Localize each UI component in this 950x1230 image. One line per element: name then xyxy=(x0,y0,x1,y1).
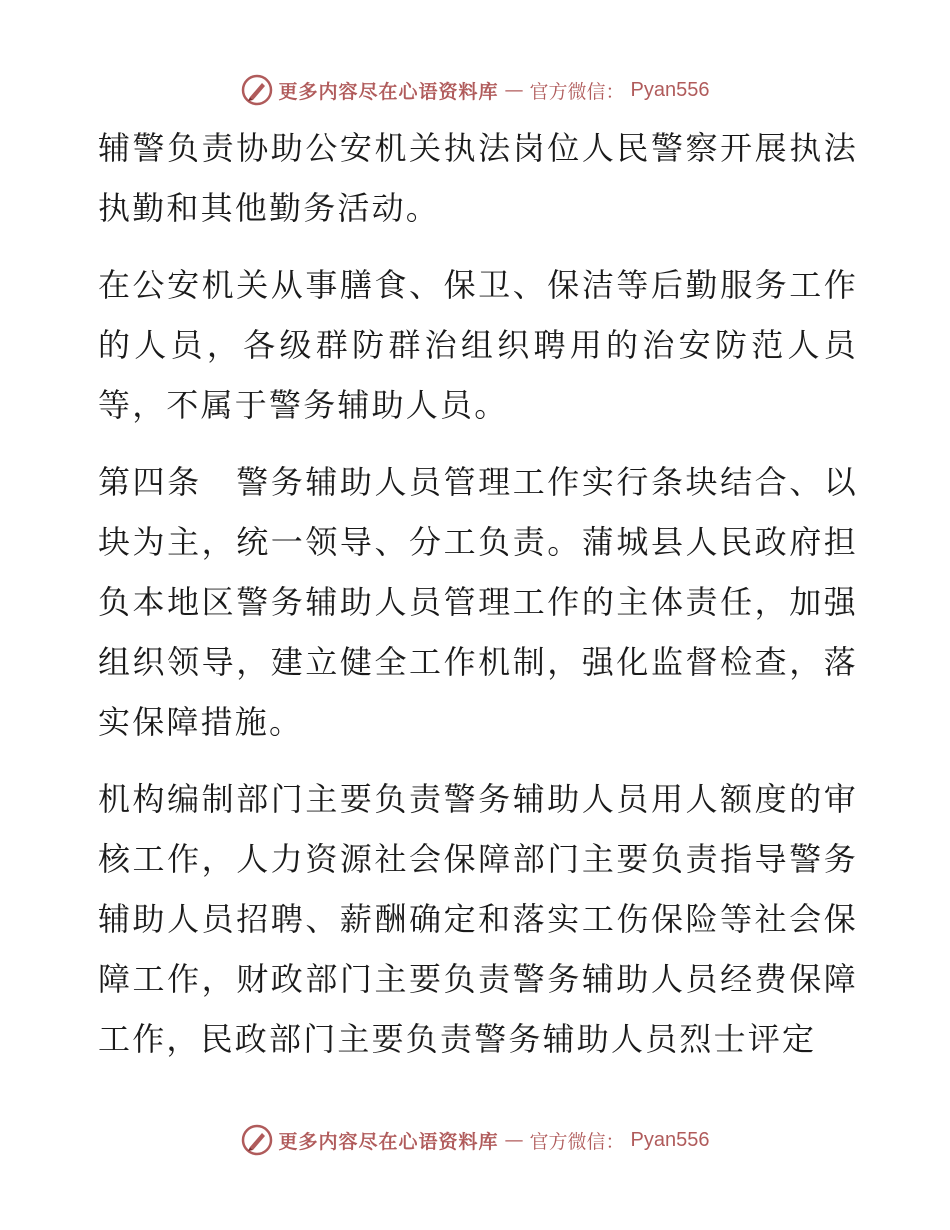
paragraph-1: 辅警负责协助公安机关执法岗位人民警察开展执法执勤和其他勤务活动。 xyxy=(98,129,858,227)
banner-separator: — xyxy=(504,79,524,101)
banner-wechat-id: Pyan556 xyxy=(630,1128,710,1151)
banner-wechat-label: 官方微信： xyxy=(529,1130,625,1153)
header-banner xyxy=(0,70,950,110)
paragraph-4: 机构编制部门主要负责警务辅助人员用人额度的审核工作，人力资源社会保障部门主要负责指导警务辅助人员招聘、薪酬确定和落实工伤保险等社会保障工作，财政部门主要负责警务辅助人员经费保障工作，民政部门主要负责警务辅助人员烈士评定 xyxy=(98,780,858,1058)
pen-logo-icon xyxy=(241,74,273,106)
pen-logo-icon xyxy=(241,1124,273,1156)
paragraph-2: 在公安机关从事膳食、保卫、保洁等后勤服务工作的人员，各级群防群治组织聘用的治安防范人员等，不属于警务辅助人员。 xyxy=(98,266,858,424)
banner-separator: — xyxy=(504,1129,524,1151)
footer-banner xyxy=(0,1120,950,1160)
banner-wechat-id: Pyan556 xyxy=(630,78,710,101)
paragraph-3: 第四条 警务辅助人员管理工作实行条块结合、以块为主，统一领导、分工负责。蒲城县人民政府担负本地区警务辅助人员管理工作的主体责任，加强组织领导，建立健全工作机制，强化监督检查，落实保障措施。 xyxy=(98,463,858,741)
banner-title: 更多内容尽在心语资料库 xyxy=(278,80,499,103)
document-body xyxy=(98,118,858,1086)
banner-wechat-label: 官方微信： xyxy=(529,80,625,103)
banner-title: 更多内容尽在心语资料库 xyxy=(278,1130,499,1153)
